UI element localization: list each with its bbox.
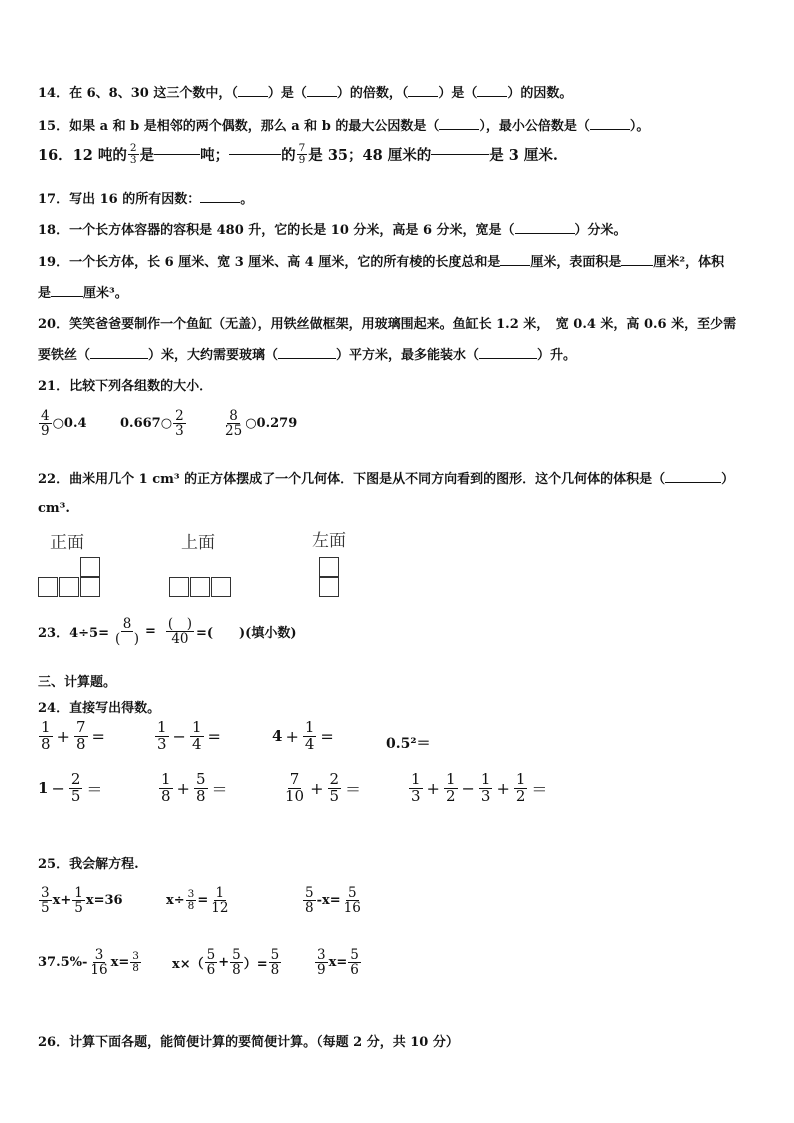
answer-blank[interactable]	[200, 202, 240, 203]
equation: 37.5%- $\frac{3}{16}$ x= $\frac{3}{8}$	[38, 947, 139, 979]
answer-blank[interactable]	[90, 358, 148, 359]
question-21-title: 21．比较下列各组数的大小．	[38, 379, 213, 394]
compare-item-2: 0.667○ $\frac{2}{3}$	[120, 408, 184, 440]
calc-item: $\frac{1}{3}$ + $\frac{1}{2}$ − $\frac{1}{3}$ + $\frac{1}{2}$ ＝	[411, 770, 548, 805]
equation: x÷ $\frac{3}{8}$ = $\frac{1}{12}$	[166, 885, 229, 917]
answer-blank[interactable]	[278, 358, 336, 359]
question-18: 18．一个长方体容器的容积是 480 升，它的长是 10 分米，高是 6 分米，宽是（ ）分米。	[38, 223, 627, 238]
answer-blank[interactable]	[500, 265, 530, 266]
question-19-line-2: 是 厘米³。	[38, 286, 128, 301]
question-19: 19．一个长方体，长 6 厘米、宽 3 厘米、高 4 厘米，它的所有棱的长度总和是 厘米，表面积是 厘米²，体积	[38, 255, 725, 270]
answer-blank[interactable]	[307, 96, 337, 97]
answer-blank[interactable]	[154, 154, 200, 155]
view-label-top: 上面	[181, 533, 215, 553]
calc-item: $\frac{1}{3}$ − $\frac{1}{4}$ =	[157, 718, 221, 753]
answer-blank[interactable]	[479, 358, 537, 359]
answer-blank[interactable]	[439, 129, 479, 130]
question-14: 14．在 6、8、30 这三个数中，（ ）是（ ）的倍数，（ ）是（ ）的因数。	[38, 86, 573, 101]
question-16: 16．12 吨的 $\frac{2}{3}$ 是 吨； 的 $\frac{7}{9}$ 是 35；48 厘米的 是 3 厘米.	[38, 142, 558, 167]
calc-item: 0.5²＝	[386, 736, 431, 752]
equation: x×（ $\frac{5}{6}$ + $\frac{5}{8}$ ）= $\frac{5}{8}$	[172, 947, 280, 979]
compare-item-3: $\frac{8}{25}$ ○0.279	[225, 408, 298, 440]
calc-item: 4 + $\frac{1}{4}$ =	[272, 718, 334, 753]
answer-blank[interactable]	[621, 265, 653, 266]
question-17: 17．写出 16 的所有因数： 。	[38, 192, 254, 207]
section-3-heading: 三、计算题。	[38, 675, 117, 690]
question-15: 15．如果 a 和 b 是相邻的两个偶数，那么 a 和 b 的最大公因数是（ ），最小公倍数是（ ）。	[38, 119, 650, 134]
answer-blank[interactable]	[477, 96, 507, 97]
question-24-title: 24．直接写出得数。	[38, 701, 161, 716]
question-25-title: 25．我会解方程.	[38, 857, 139, 872]
equation: $\frac{5}{8}$ -x= $\frac{5}{16}$	[305, 885, 361, 917]
answer-blank[interactable]	[665, 482, 721, 483]
answer-blank[interactable]	[229, 154, 281, 155]
view-label-front: 正面	[50, 533, 84, 553]
answer-blank[interactable]	[238, 96, 268, 97]
calc-item: 1 − $\frac{2}{5}$ ＝	[38, 770, 103, 805]
equation: $\frac{3}{9}$ x= $\frac{5}{6}$	[317, 947, 359, 979]
answer-blank[interactable]	[590, 129, 630, 130]
question-20-line-2: 要铁丝（ ）米，大约需要玻璃（ ）平方米，最多能装水（ ）升。	[38, 348, 577, 363]
calc-item: $\frac{1}{8}$ + $\frac{7}{8}$ =	[41, 718, 105, 753]
answer-blank[interactable]	[515, 233, 575, 234]
view-label-left: 左面	[312, 531, 346, 551]
calc-item: $\frac{7}{10}$ + $\frac{2}{5}$ ＝	[285, 770, 362, 805]
question-22-line-2: cm³.	[38, 501, 70, 516]
answer-blank[interactable]	[408, 96, 438, 97]
question-20: 20．笑笑爸爸要制作一个鱼缸（无盖），用铁丝做框架，用玻璃围起来。鱼缸长 1.2 米， 宽 0.4 米，高 0.6 米，至少需	[38, 317, 737, 332]
answer-blank[interactable]	[431, 154, 489, 155]
fraction: $\frac{7}{9}$	[298, 142, 306, 167]
calc-item: $\frac{1}{8}$ + $\frac{5}{8}$ ＝	[161, 770, 228, 805]
question-22: 22．曲米用几个 1 cm³ 的正方体摆成了一个几何体．下图是从不同方向看到的图形．这个几何体的体积是（ ）	[38, 472, 735, 487]
equation: $\frac{3}{5}$ x+ $\frac{1}{5}$ x=36	[41, 885, 123, 917]
question-26: 26．计算下面各题，能简便计算的要简便计算。（每题 2 分，共 10 分）	[38, 1035, 459, 1050]
question-23: 23．4÷5= $\frac{8}{( )}$ = $\frac{( )}{40}$ =( )(填小数)	[38, 616, 297, 648]
answer-blank[interactable]	[51, 296, 83, 297]
fraction: $\frac{2}{3}$	[129, 142, 137, 167]
compare-item-1: $\frac{4}{9}$ ○0.4	[41, 408, 87, 440]
